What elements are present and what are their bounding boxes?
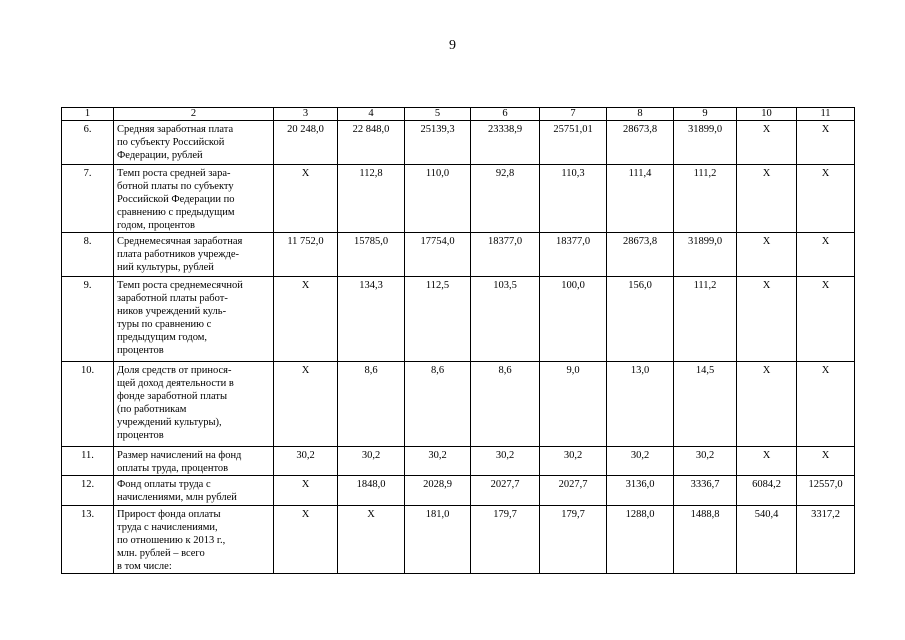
value-cell: 179,7 (471, 506, 540, 574)
row-number: 8. (62, 233, 114, 277)
value-cell: 2028,9 (405, 476, 471, 506)
value-cell: X (797, 447, 855, 476)
value-cell: X (274, 506, 338, 574)
column-number: 11 (797, 108, 855, 121)
row-number: 9. (62, 277, 114, 362)
value-cell: 9,0 (540, 362, 607, 447)
value-cell: 3317,2 (797, 506, 855, 574)
value-cell: 112,5 (405, 277, 471, 362)
value-cell: 22 848,0 (338, 121, 405, 165)
value-cell: 2027,7 (471, 476, 540, 506)
row-number: 7. (62, 165, 114, 233)
column-number: 8 (607, 108, 674, 121)
column-number: 5 (405, 108, 471, 121)
value-cell: 100,0 (540, 277, 607, 362)
value-cell: 23338,9 (471, 121, 540, 165)
value-cell: 30,2 (540, 447, 607, 476)
value-cell: X (737, 277, 797, 362)
indicator-description: Прирост фонда оплаты труда с начислениями, по отношению к 2013 г., млн. рублей – всего в том числе: (114, 506, 274, 574)
value-cell: X (338, 506, 405, 574)
value-cell: 18377,0 (471, 233, 540, 277)
value-cell: X (797, 233, 855, 277)
value-cell: 111,4 (607, 165, 674, 233)
value-cell: X (797, 277, 855, 362)
row-number: 6. (62, 121, 114, 165)
value-cell: 17754,0 (405, 233, 471, 277)
column-number: 7 (540, 108, 607, 121)
value-cell: 1488,8 (674, 506, 737, 574)
value-cell: 30,2 (674, 447, 737, 476)
table-row (62, 362, 855, 447)
value-cell: 30,2 (471, 447, 540, 476)
value-cell: X (737, 362, 797, 447)
value-cell: X (797, 121, 855, 165)
table-row (62, 506, 855, 574)
value-cell: 18377,0 (540, 233, 607, 277)
value-cell: X (274, 277, 338, 362)
column-number: 10 (737, 108, 797, 121)
value-cell: 134,3 (338, 277, 405, 362)
column-number: 2 (114, 108, 274, 121)
table-row (62, 121, 855, 165)
value-cell: 181,0 (405, 506, 471, 574)
value-cell: 540,4 (737, 506, 797, 574)
value-cell: 14,5 (674, 362, 737, 447)
value-cell: X (274, 476, 338, 506)
value-cell: 103,5 (471, 277, 540, 362)
value-cell: 31899,0 (674, 121, 737, 165)
indicator-description: Среднемесячная заработная плата работников учрежде- ний культуры, рублей (114, 233, 274, 277)
data-table (61, 107, 855, 574)
value-cell: X (274, 165, 338, 233)
value-cell: 111,2 (674, 277, 737, 362)
table-row (62, 277, 855, 362)
value-cell: 25751,01 (540, 121, 607, 165)
value-cell: 13,0 (607, 362, 674, 447)
value-cell: 25139,3 (405, 121, 471, 165)
column-number: 6 (471, 108, 540, 121)
table-row (62, 165, 855, 233)
table-row (62, 233, 855, 277)
value-cell: 20 248,0 (274, 121, 338, 165)
value-cell: 11 752,0 (274, 233, 338, 277)
row-number: 12. (62, 476, 114, 506)
value-cell: 2027,7 (540, 476, 607, 506)
table-row (62, 476, 855, 506)
indicator-description: Фонд оплаты труда с начислениями, млн рублей (114, 476, 274, 506)
table-row (62, 447, 855, 476)
column-number: 1 (62, 108, 114, 121)
value-cell: 3336,7 (674, 476, 737, 506)
value-cell: X (797, 165, 855, 233)
value-cell: X (797, 362, 855, 447)
indicator-description: Средняя заработная плата по субъекту Российской Федерации, рублей (114, 121, 274, 165)
column-number: 3 (274, 108, 338, 121)
value-cell: X (274, 362, 338, 447)
value-cell: X (737, 165, 797, 233)
value-cell: 30,2 (607, 447, 674, 476)
value-cell: 30,2 (274, 447, 338, 476)
value-cell: 31899,0 (674, 233, 737, 277)
value-cell: 8,6 (471, 362, 540, 447)
value-cell: 110,3 (540, 165, 607, 233)
value-cell: 1848,0 (338, 476, 405, 506)
value-cell: 28673,8 (607, 121, 674, 165)
column-number: 4 (338, 108, 405, 121)
value-cell: 30,2 (405, 447, 471, 476)
value-cell: X (737, 233, 797, 277)
value-cell: 1288,0 (607, 506, 674, 574)
header-row (62, 108, 855, 121)
value-cell: 112,8 (338, 165, 405, 233)
value-cell: 111,2 (674, 165, 737, 233)
value-cell: 6084,2 (737, 476, 797, 506)
value-cell: X (737, 447, 797, 476)
value-cell: 8,6 (405, 362, 471, 447)
value-cell: 8,6 (338, 362, 405, 447)
value-cell: 3136,0 (607, 476, 674, 506)
value-cell: 28673,8 (607, 233, 674, 277)
value-cell: X (737, 121, 797, 165)
value-cell: 156,0 (607, 277, 674, 362)
indicator-description: Темп роста среднемесячной заработной платы работ- ников учреждений куль- туры по сравнению с предыдущим годом, процентов (114, 277, 274, 362)
indicator-description: Доля средств от принося- щей доход деятельности в фонде заработной платы (по работникам учреждений культуры), процентов (114, 362, 274, 447)
value-cell: 110,0 (405, 165, 471, 233)
row-number: 11. (62, 447, 114, 476)
value-cell: 12557,0 (797, 476, 855, 506)
value-cell: 15785,0 (338, 233, 405, 277)
indicator-description: Размер начислений на фонд оплаты труда, процентов (114, 447, 274, 476)
column-number: 9 (674, 108, 737, 121)
row-number: 10. (62, 362, 114, 447)
indicator-description: Темп роста средней зара- ботной платы по субъекту Российской Федерации по сравнению с предыдущим годом, процентов (114, 165, 274, 233)
page-number: 9 (449, 38, 456, 53)
row-number: 13. (62, 506, 114, 574)
value-cell: 30,2 (338, 447, 405, 476)
value-cell: 179,7 (540, 506, 607, 574)
value-cell: 92,8 (471, 165, 540, 233)
